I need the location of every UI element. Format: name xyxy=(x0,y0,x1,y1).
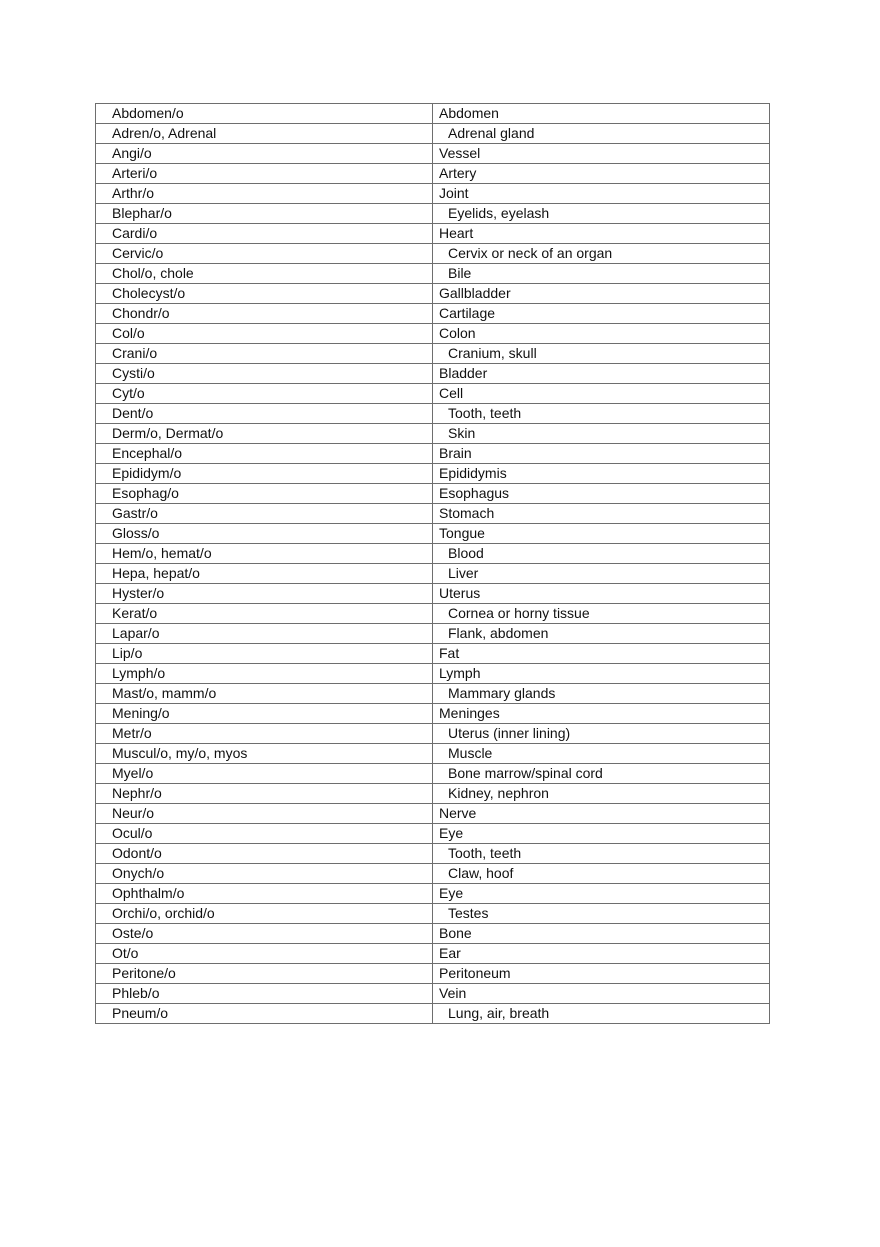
term-cell: Encephal/o xyxy=(96,444,433,464)
table-row xyxy=(96,204,770,224)
table-row xyxy=(96,364,770,384)
term-cell: Oste/o xyxy=(96,924,433,944)
term-cell: Gloss/o xyxy=(96,524,433,544)
table-row xyxy=(96,1004,770,1024)
table-row xyxy=(96,444,770,464)
term-cell: Ophthalm/o xyxy=(96,884,433,904)
meaning-cell: Liver xyxy=(433,564,770,584)
meaning-cell: Nerve xyxy=(433,804,770,824)
meaning-cell: Muscle xyxy=(433,744,770,764)
term-cell: Ocul/o xyxy=(96,824,433,844)
term-cell: Lymph/o xyxy=(96,664,433,684)
table-row xyxy=(96,684,770,704)
meaning-cell: Mammary glands xyxy=(433,684,770,704)
meaning-cell: Lung, air, breath xyxy=(433,1004,770,1024)
table-row xyxy=(96,884,770,904)
medical-terms-table xyxy=(95,103,770,1024)
meaning-cell: Flank, abdomen xyxy=(433,624,770,644)
term-cell: Chol/o, chole xyxy=(96,264,433,284)
meaning-cell: Vessel xyxy=(433,144,770,164)
meaning-cell: Bile xyxy=(433,264,770,284)
term-cell: Dent/o xyxy=(96,404,433,424)
term-cell: Orchi/o, orchid/o xyxy=(96,904,433,924)
meaning-cell: Bone xyxy=(433,924,770,944)
term-cell: Muscul/o, my/o, myos xyxy=(96,744,433,764)
meaning-cell: Cervix or neck of an organ xyxy=(433,244,770,264)
term-cell: Nephr/o xyxy=(96,784,433,804)
table-row xyxy=(96,864,770,884)
meaning-cell: Blood xyxy=(433,544,770,564)
meaning-cell: Tongue xyxy=(433,524,770,544)
table-row xyxy=(96,724,770,744)
term-cell: Myel/o xyxy=(96,764,433,784)
term-cell: Phleb/o xyxy=(96,984,433,1004)
term-cell: Mening/o xyxy=(96,704,433,724)
meaning-cell: Uterus (inner lining) xyxy=(433,724,770,744)
meaning-cell: Ear xyxy=(433,944,770,964)
term-cell: Metr/o xyxy=(96,724,433,744)
meaning-cell: Brain xyxy=(433,444,770,464)
meaning-cell: Kidney, nephron xyxy=(433,784,770,804)
term-cell: Derm/o, Dermat/o xyxy=(96,424,433,444)
table-row xyxy=(96,284,770,304)
table-row xyxy=(96,404,770,424)
meaning-cell: Esophagus xyxy=(433,484,770,504)
term-cell: Hem/o, hemat/o xyxy=(96,544,433,564)
term-cell: Blephar/o xyxy=(96,204,433,224)
meaning-cell: Bladder xyxy=(433,364,770,384)
meaning-cell: Eye xyxy=(433,824,770,844)
meaning-cell: Tooth, teeth xyxy=(433,844,770,864)
table-row xyxy=(96,784,770,804)
term-cell: Adren/o, Adrenal xyxy=(96,124,433,144)
term-cell: Odont/o xyxy=(96,844,433,864)
term-cell: Cholecyst/o xyxy=(96,284,433,304)
table-row xyxy=(96,744,770,764)
meaning-cell: Stomach xyxy=(433,504,770,524)
table-row xyxy=(96,264,770,284)
table-row xyxy=(96,604,770,624)
term-cell: Esophag/o xyxy=(96,484,433,504)
term-cell: Mast/o, mamm/o xyxy=(96,684,433,704)
term-cell: Lapar/o xyxy=(96,624,433,644)
table-row xyxy=(96,164,770,184)
table-row xyxy=(96,924,770,944)
meaning-cell: Claw, hoof xyxy=(433,864,770,884)
term-cell: Arthr/o xyxy=(96,184,433,204)
meaning-cell: Artery xyxy=(433,164,770,184)
meaning-cell: Meninges xyxy=(433,704,770,724)
meaning-cell: Eye xyxy=(433,884,770,904)
meaning-cell: Cartilage xyxy=(433,304,770,324)
table-row xyxy=(96,544,770,564)
meaning-cell: Vein xyxy=(433,984,770,1004)
meaning-cell: Cell xyxy=(433,384,770,404)
term-cell: Chondr/o xyxy=(96,304,433,324)
term-cell: Abdomen/o xyxy=(96,104,433,124)
meaning-cell: Peritoneum xyxy=(433,964,770,984)
table-row xyxy=(96,644,770,664)
term-cell: Arteri/o xyxy=(96,164,433,184)
table-row xyxy=(96,824,770,844)
term-cell: Epididym/o xyxy=(96,464,433,484)
term-cell: Cyt/o xyxy=(96,384,433,404)
table-row xyxy=(96,184,770,204)
table-row xyxy=(96,944,770,964)
table-row xyxy=(96,664,770,684)
term-cell: Peritone/o xyxy=(96,964,433,984)
meaning-cell: Colon xyxy=(433,324,770,344)
table-row xyxy=(96,624,770,644)
meaning-cell: Heart xyxy=(433,224,770,244)
table-row xyxy=(96,844,770,864)
table-row xyxy=(96,704,770,724)
meaning-cell: Fat xyxy=(433,644,770,664)
meaning-cell: Eyelids, eyelash xyxy=(433,204,770,224)
term-cell: Cervic/o xyxy=(96,244,433,264)
table-row xyxy=(96,484,770,504)
term-cell: Onych/o xyxy=(96,864,433,884)
table-row xyxy=(96,564,770,584)
table-row xyxy=(96,104,770,124)
term-cell: Lip/o xyxy=(96,644,433,664)
meaning-cell: Bone marrow/spinal cord xyxy=(433,764,770,784)
meaning-cell: Lymph xyxy=(433,664,770,684)
table-row xyxy=(96,584,770,604)
medical-terms-table-body xyxy=(96,104,770,1024)
meaning-cell: Gallbladder xyxy=(433,284,770,304)
table-row xyxy=(96,124,770,144)
table-row xyxy=(96,504,770,524)
table-row xyxy=(96,524,770,544)
term-cell: Col/o xyxy=(96,324,433,344)
meaning-cell: Adrenal gland xyxy=(433,124,770,144)
table-row xyxy=(96,804,770,824)
meaning-cell: Epididymis xyxy=(433,464,770,484)
term-cell: Hepa, hepat/o xyxy=(96,564,433,584)
meaning-cell: Testes xyxy=(433,904,770,924)
meaning-cell: Tooth, teeth xyxy=(433,404,770,424)
table-row xyxy=(96,464,770,484)
term-cell: Crani/o xyxy=(96,344,433,364)
table-row xyxy=(96,144,770,164)
term-cell: Gastr/o xyxy=(96,504,433,524)
table-row xyxy=(96,984,770,1004)
meaning-cell: Cornea or horny tissue xyxy=(433,604,770,624)
table-row xyxy=(96,384,770,404)
term-cell: Hyster/o xyxy=(96,584,433,604)
meaning-cell: Cranium, skull xyxy=(433,344,770,364)
meaning-cell: Abdomen xyxy=(433,104,770,124)
table-row xyxy=(96,424,770,444)
table-row xyxy=(96,324,770,344)
table-row xyxy=(96,904,770,924)
table-row xyxy=(96,244,770,264)
term-cell: Ot/o xyxy=(96,944,433,964)
table-row xyxy=(96,964,770,984)
table-row xyxy=(96,344,770,364)
meaning-cell: Joint xyxy=(433,184,770,204)
term-cell: Cardi/o xyxy=(96,224,433,244)
term-cell: Cysti/o xyxy=(96,364,433,384)
meaning-cell: Uterus xyxy=(433,584,770,604)
table-row xyxy=(96,304,770,324)
table-row xyxy=(96,764,770,784)
term-cell: Kerat/o xyxy=(96,604,433,624)
term-cell: Pneum/o xyxy=(96,1004,433,1024)
meaning-cell: Skin xyxy=(433,424,770,444)
table-row xyxy=(96,224,770,244)
term-cell: Neur/o xyxy=(96,804,433,824)
term-cell: Angi/o xyxy=(96,144,433,164)
